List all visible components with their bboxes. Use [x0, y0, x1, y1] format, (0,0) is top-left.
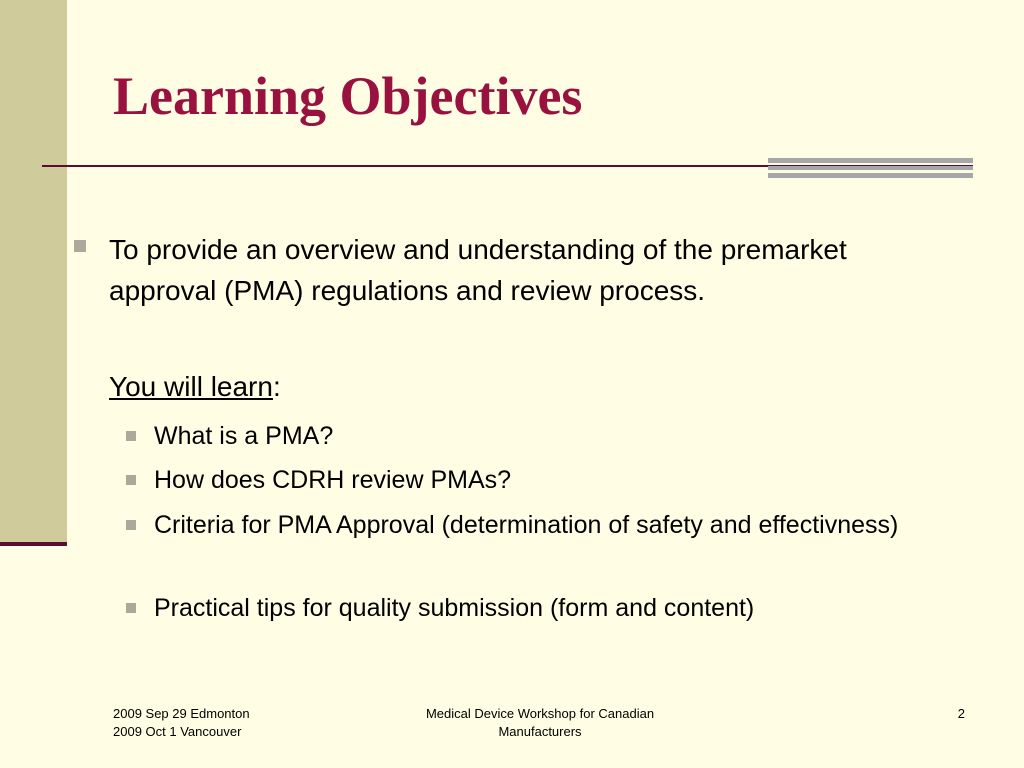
slide-title: Learning Objectives [113, 66, 583, 126]
footer-center-line2: Manufacturers [498, 724, 582, 739]
sub-bullet-text: Criteria for PMA Approval (determination of safety and effectivness) [154, 511, 899, 539]
sub-bullet-text: How does CDRH review PMAs? [154, 466, 512, 494]
main-bullet-text: To provide an overview and understanding of the premarket approval (PMA) regulations and review process. [109, 234, 847, 306]
footer-event-title [405, 705, 675, 741]
footer-center-line1: Medical Device Workshop for Canadian [425, 706, 655, 721]
slide-number: 2 [957, 706, 965, 721]
you-will-learn-heading [109, 367, 281, 407]
square-bullet-icon [74, 240, 86, 252]
sub-bullet-text: Practical tips for quality submission (form and content) [154, 594, 755, 622]
square-bullet-icon [126, 603, 136, 613]
footer-left-line1: 2009 Sep 29 Edmonton [113, 706, 250, 721]
you-will-learn-label: You will learn [109, 371, 273, 402]
square-bullet-icon [126, 475, 136, 485]
footer-left-line2: 2009 Oct 1 Vancouver [113, 724, 242, 739]
square-bullet-icon [126, 431, 136, 441]
footer-date-location [113, 705, 250, 741]
square-bullet-icon [126, 520, 136, 530]
sub-bullet-text: What is a PMA? [154, 422, 334, 450]
you-will-learn-colon: : [272, 371, 281, 402]
